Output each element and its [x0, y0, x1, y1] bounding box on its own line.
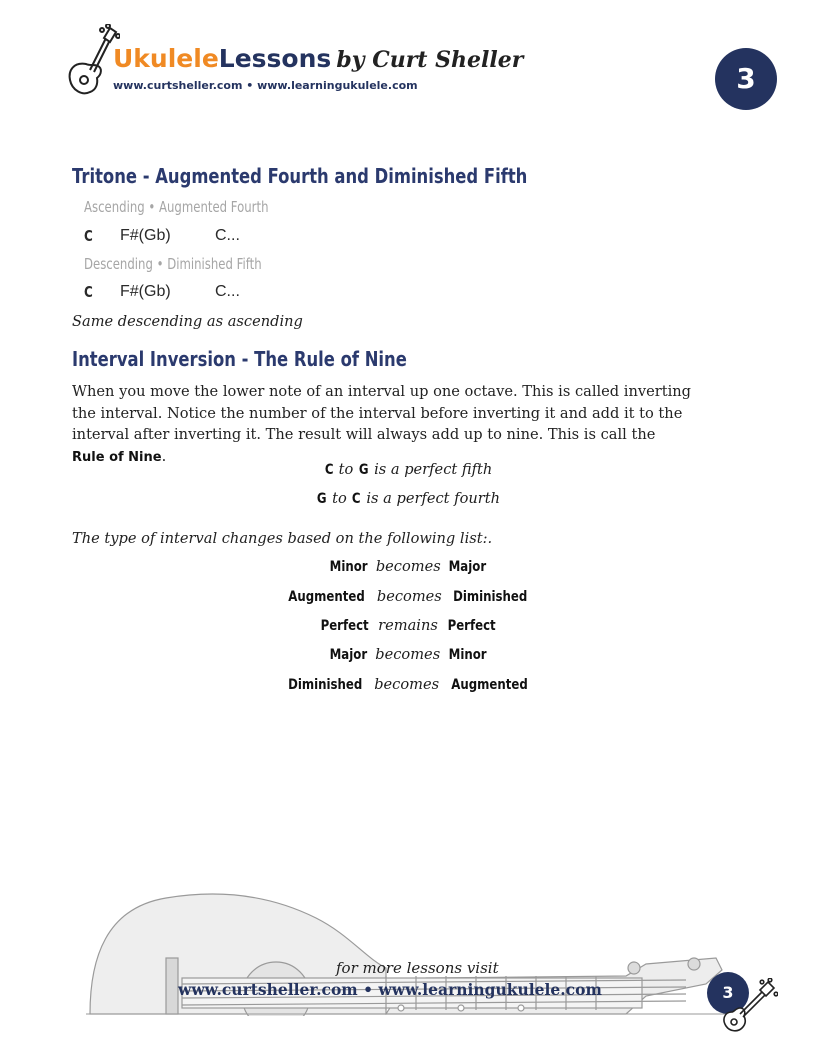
- logo-title: [113, 44, 523, 73]
- inversion-paragraph: [72, 381, 694, 468]
- list-item: [0, 558, 816, 575]
- logo-by: by Curt Sheller: [336, 47, 524, 73]
- list-to: Perfect: [447, 618, 496, 634]
- list-from: Major: [329, 647, 368, 663]
- example2-note-b: C: [352, 491, 361, 507]
- ascending-label: Ascending • Augmented Fourth: [84, 198, 269, 216]
- header: [0, 0, 816, 120]
- list-item: [0, 617, 816, 634]
- list-to: Augmented: [451, 677, 528, 693]
- list-from: Augmented: [288, 589, 365, 605]
- descending-note-1: C: [84, 283, 93, 301]
- descending-notes: [84, 283, 384, 302]
- example1-rest: is a perfect fifth: [374, 461, 493, 478]
- ascending-note-3: C...: [215, 227, 240, 244]
- rule-of-nine: Rule of Nine: [72, 449, 162, 465]
- example1-note-b: G: [358, 462, 369, 478]
- example2-to: to: [332, 490, 347, 507]
- list-item: [0, 588, 816, 605]
- ascending-note-2: F#(Gb): [120, 227, 171, 244]
- descending-note-3: C...: [215, 283, 240, 300]
- descending-note-2: F#(Gb): [120, 283, 171, 300]
- ukulele-logo-icon: [64, 24, 120, 100]
- list-item: [0, 676, 816, 693]
- example2-note-a: G: [316, 491, 327, 507]
- example-line-2: [0, 490, 816, 507]
- ascending-note-1: C: [84, 227, 93, 245]
- inversion-paragraph-text: When you move the lower note of an interval up one octave. This is called inverting the interval. Notice the number of the interval before inverting it and add it to the interval after inverting it. The result will always add up to nine. This is call the: [72, 383, 691, 443]
- footer-page-number-badge: 3: [707, 972, 749, 1014]
- list-from: Minor: [329, 559, 368, 575]
- list-from: Diminished: [288, 677, 363, 693]
- list-verb: becomes: [375, 558, 441, 575]
- ascending-notes: [84, 227, 384, 246]
- list-verb: becomes: [374, 676, 440, 693]
- example2-rest: is a perfect fourth: [366, 490, 500, 507]
- footer-visit: for more lessons visit: [336, 959, 499, 977]
- inversion-heading: Interval Inversion - The Rule of Nine: [72, 347, 407, 371]
- example1-note-a: C: [324, 462, 334, 478]
- page-number-badge: 3: [715, 48, 777, 110]
- list-intro: The type of interval changes based on the following list:.: [72, 530, 493, 547]
- footer-urls[interactable]: www.curtsheller.com • www.learningukulele.com: [178, 980, 602, 999]
- tritone-note: Same descending as ascending: [72, 313, 303, 330]
- list-to: Diminished: [453, 589, 528, 605]
- tritone-heading: Tritone - Augmented Fourth and Diminished Fifth: [72, 164, 528, 188]
- list-to: Minor: [448, 647, 487, 663]
- descending-label: Descending • Diminished Fifth: [84, 255, 262, 273]
- logo-ukulele: Ukulele: [113, 44, 219, 73]
- list-verb: becomes: [376, 588, 442, 605]
- example-line-1: [0, 461, 816, 478]
- logo-lessons: Lessons: [218, 44, 332, 73]
- small-ukulele-icon: [720, 978, 778, 1034]
- inversion-paragraph-end: .: [161, 447, 167, 465]
- example1-to: to: [338, 461, 354, 478]
- list-from: Perfect: [320, 618, 369, 634]
- list-verb: remains: [378, 617, 438, 634]
- header-urls: www.curtsheller.com • www.learningukulele.com: [113, 79, 418, 92]
- list-to: Major: [448, 559, 487, 575]
- list-item: [0, 646, 816, 663]
- list-verb: becomes: [375, 646, 441, 663]
